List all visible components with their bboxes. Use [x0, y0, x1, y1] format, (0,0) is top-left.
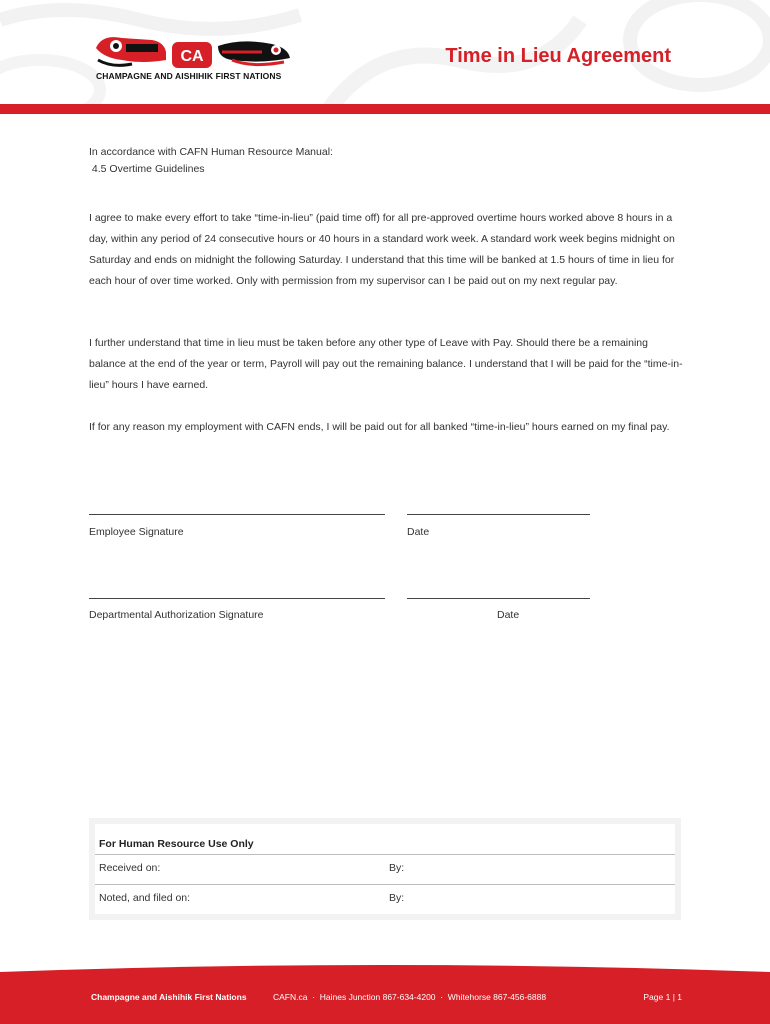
footer-wave — [0, 962, 770, 982]
footer-contact: CAFN.ca · Haines Junction 867-634-4200 · Whitehorse 867-456-6888 — [273, 992, 547, 1002]
noted-by-label: By: — [389, 892, 405, 904]
manual-reference: In accordance with CAFN Human Resource Manual: — [89, 146, 333, 158]
paragraph-overtime-policy: I agree to make every effort to take “time-in-lieu” (paid time off) for all pre-approved overtime hours worked above 8 hours in a day, within any period of 24 consecutive hours or 40 hours in a standard work week. A standard work week begins midnight on Saturday and ends on midnight the following Saturday. I understand that this time will be banked at 1.5 hours of time in lieu for each hour of over time worked. Only with permission from my supervisor can I be paid out on my next regular pay. — [89, 212, 675, 287]
page-number: Page 1 | 1 — [643, 992, 682, 1002]
hr-box-title: For Human Resource Use Only — [99, 838, 254, 850]
document-title: Time in Lieu Agreement — [445, 45, 671, 67]
department-date-line[interactable] — [407, 598, 590, 599]
employee-signature-label: Employee Signature — [89, 526, 184, 538]
department-signature-line[interactable] — [89, 598, 385, 599]
manual-section: 4.5 Overtime Guidelines — [89, 163, 205, 175]
footer-organization: Champagne and Aishihik First Nations — [91, 992, 247, 1002]
received-on-label: Received on: — [99, 862, 161, 874]
organization-name: CHAMPAGNE AND AISHIHIK FIRST NATIONS — [96, 71, 282, 81]
received-by-label: By: — [389, 862, 405, 874]
employee-date-line[interactable] — [407, 514, 590, 515]
paragraph-leave-priority: I further understand that time in lieu must be taken before any other type of Leave with Pay. Should there be a remaining balance at the end of the year or term, Payroll will pay out the remaining balance. I understand that I will be paid for the “time-in-lieu” hours I have earned. — [89, 337, 683, 391]
noted-filed-label: Noted, and filed on: — [99, 892, 191, 904]
header-red-band — [0, 104, 770, 114]
page-header — [0, 0, 770, 115]
page-footer — [0, 972, 770, 1024]
paragraph-employment-end: If for any reason my employment with CAFN ends, I will be paid out for all banked “time-in-lieu” hours earned on my final pay. — [89, 421, 670, 433]
hr-divider — [95, 884, 675, 885]
department-signature-label: Departmental Authorization Signature — [89, 609, 264, 621]
department-date-label: Date — [497, 609, 520, 621]
employee-signature-line[interactable] — [89, 514, 385, 515]
hr-divider — [95, 854, 675, 855]
logo-text: CA — [180, 48, 204, 65]
employee-date-label: Date — [407, 526, 430, 538]
hr-table — [95, 824, 675, 914]
hr-use-only-box — [89, 818, 681, 920]
